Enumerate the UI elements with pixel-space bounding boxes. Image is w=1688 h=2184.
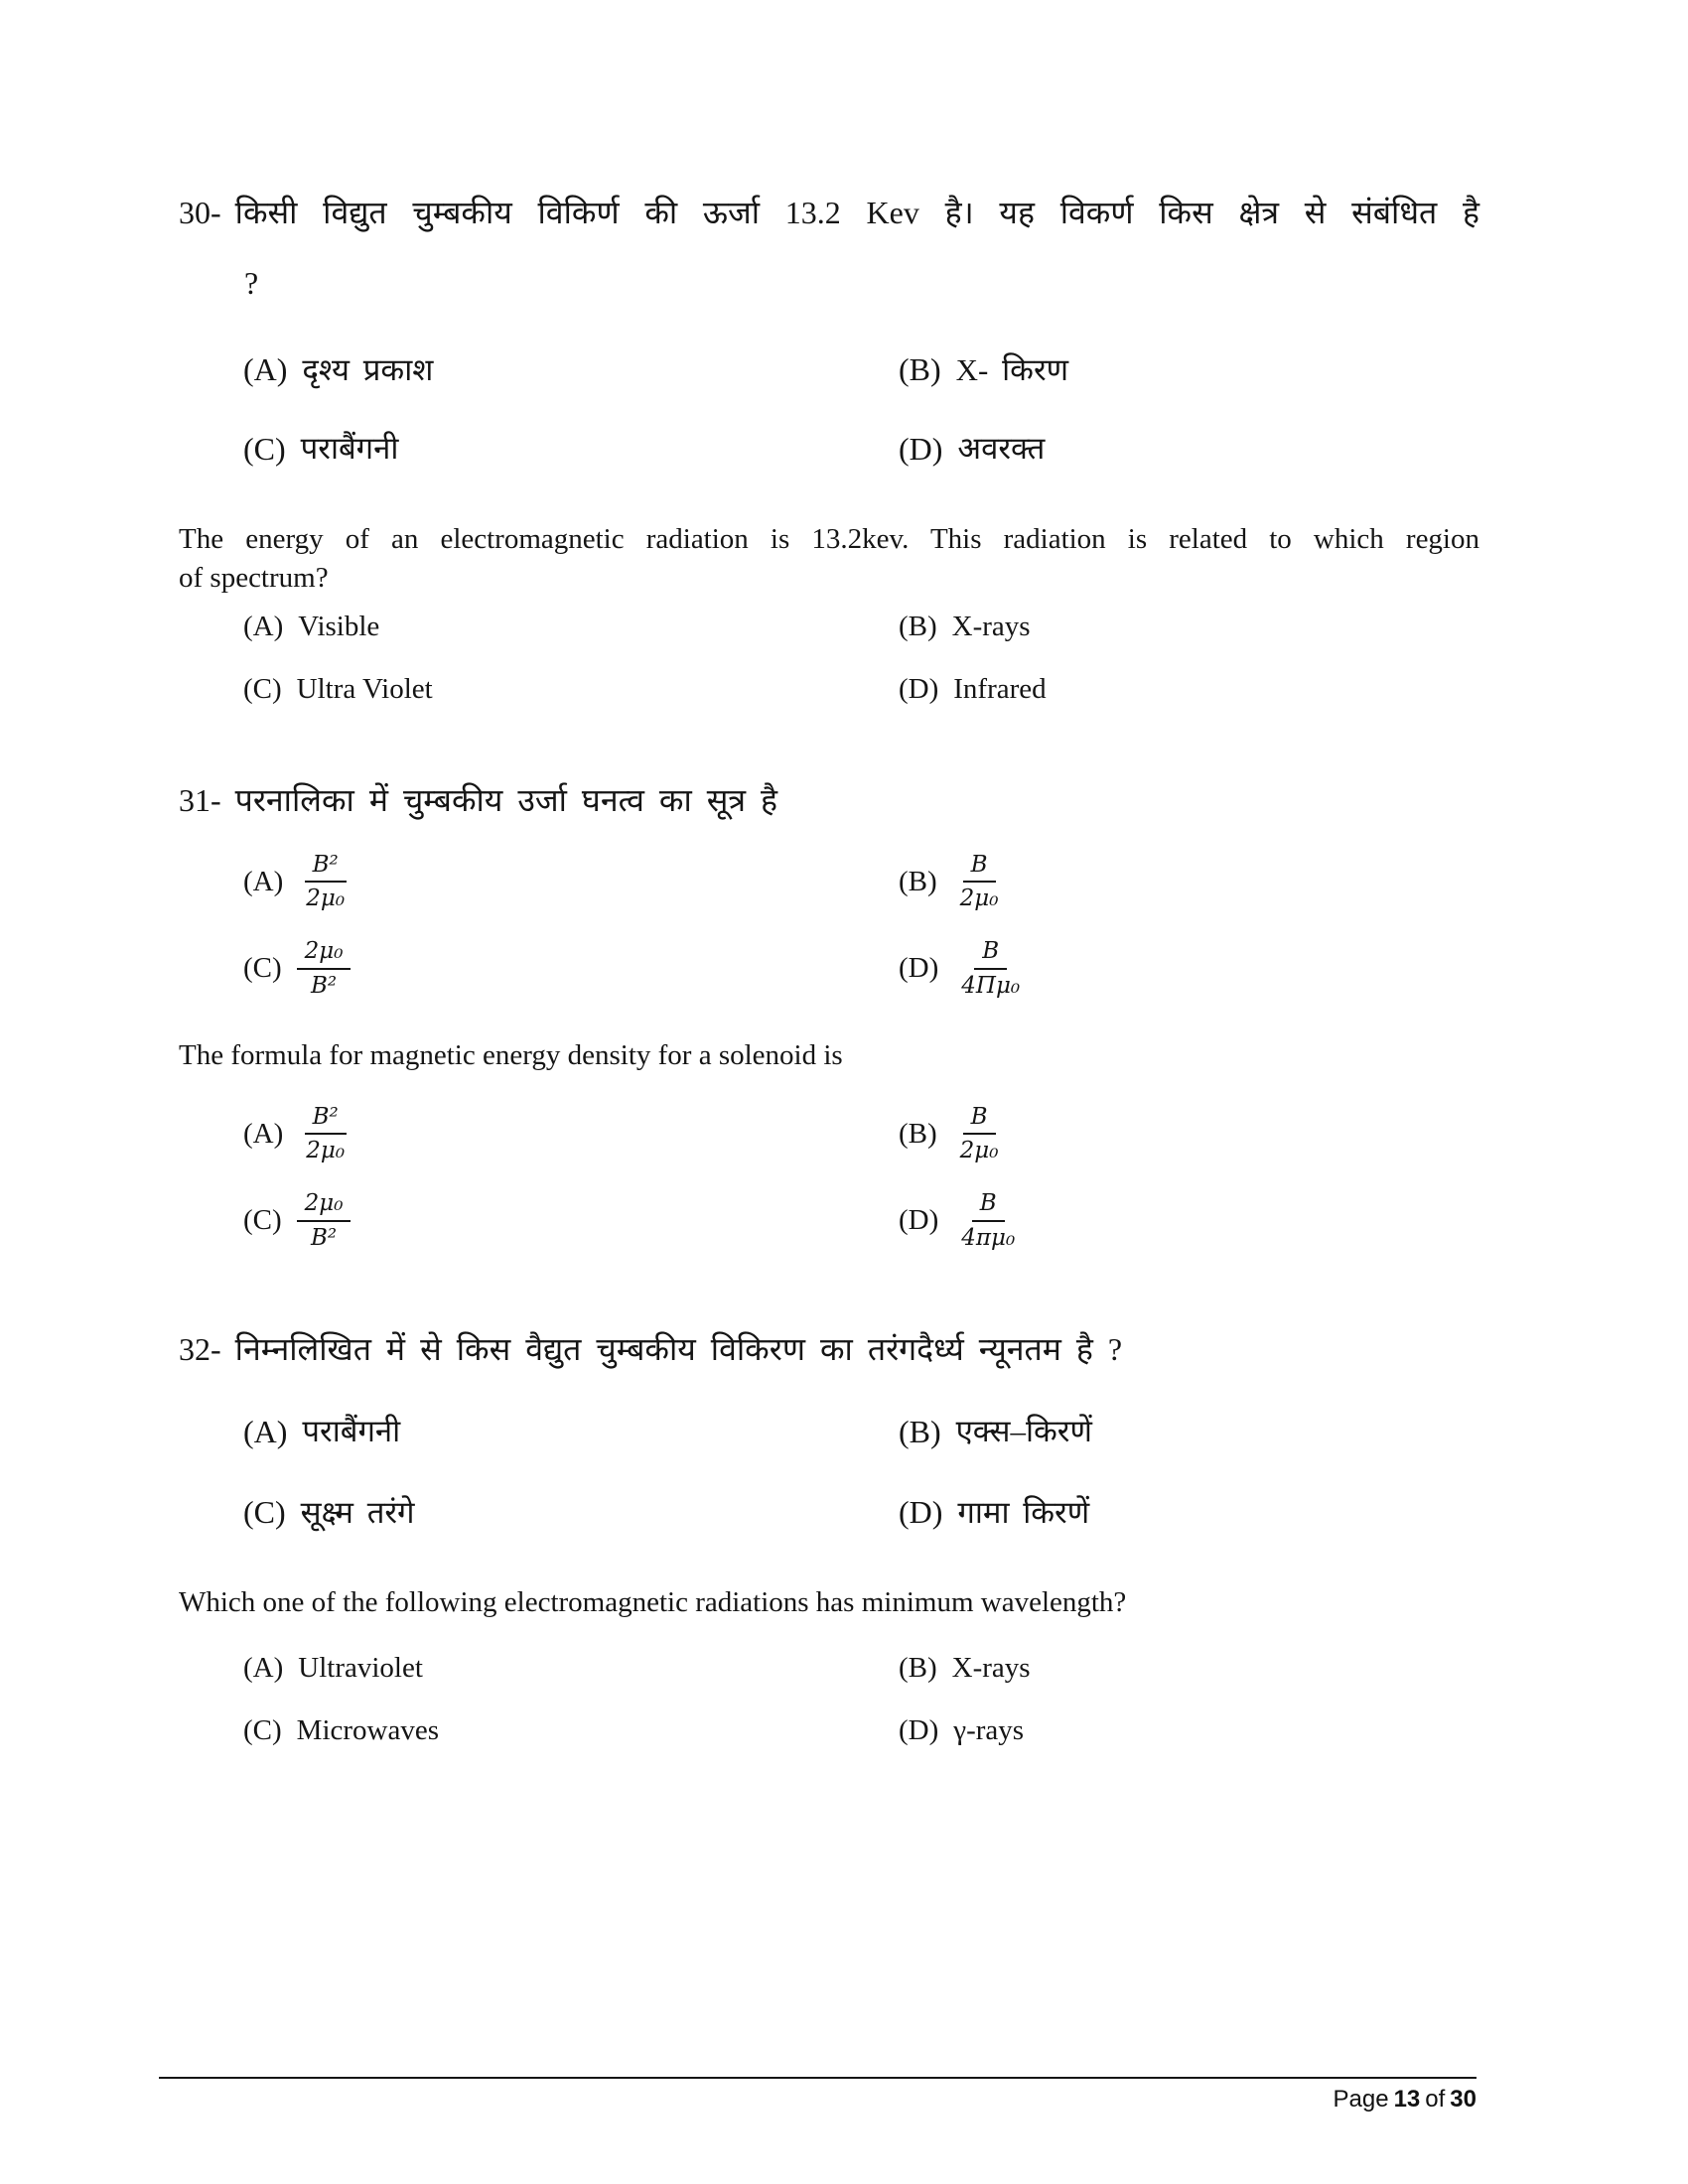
question-30-hindi-line1 — [179, 192, 1479, 234]
option-label: (B) — [899, 1651, 937, 1684]
fraction-denominator: 2μ₀ — [959, 886, 999, 912]
option-d — [899, 1714, 1479, 1747]
option-label: (A) — [243, 865, 284, 897]
option-text: गामा किरणें — [957, 1494, 1090, 1530]
option-b — [899, 1411, 1479, 1453]
option-d — [899, 428, 1479, 471]
option-text: दृश्य प्रकाश — [302, 352, 434, 388]
option-c — [243, 937, 899, 1001]
fraction-denominator: B² — [311, 1224, 338, 1251]
fraction-numerator: 2μ₀ — [297, 1189, 352, 1222]
option-a — [243, 1411, 899, 1453]
option-label: (D) — [899, 1493, 943, 1530]
option-text: सूक्ष्म तरंगे — [300, 1494, 415, 1530]
question-31-number: 31- — [179, 782, 221, 819]
option-label: (C) — [243, 673, 282, 706]
option-label: (C) — [243, 1493, 286, 1530]
fraction — [952, 1103, 1007, 1166]
option-c — [243, 428, 899, 471]
fraction — [953, 937, 1028, 1001]
fraction-denominator: 2μ₀ — [306, 1138, 346, 1164]
question-32-hindi-line — [179, 1328, 1479, 1371]
fraction-numerator: B² — [305, 1103, 347, 1136]
fraction — [297, 1189, 352, 1253]
footer-of-label: of — [1425, 2086, 1446, 2113]
question-31-hindi-line — [179, 779, 1479, 822]
option-b — [899, 1652, 1479, 1685]
option-label: (C) — [243, 1713, 282, 1746]
document-page — [179, 0, 1479, 1747]
footer-page-number: 13 — [1393, 2086, 1421, 2113]
fraction — [953, 1189, 1023, 1253]
fraction-numerator: B — [972, 1189, 1005, 1222]
option-text: X-rays — [951, 611, 1031, 643]
fraction — [952, 851, 1007, 914]
question-32-number: 32- — [179, 1330, 221, 1367]
fraction-denominator: 2μ₀ — [959, 1138, 999, 1164]
question-32-hindi-text: निम्नलिखित में से किस वैद्युत चुम्बकीय विकिरण का तरंगदैर्ध्य न्यूनतम है ? — [234, 1330, 1123, 1367]
option-a — [243, 1103, 899, 1166]
option-c — [243, 1189, 899, 1253]
option-label: (C) — [243, 430, 286, 467]
question-31-english-text: The formula for magnetic energy density for a solenoid is — [179, 1038, 843, 1071]
question-32-options-english — [243, 1652, 1479, 1747]
option-d — [899, 673, 1479, 706]
question-30-options-english — [243, 611, 1479, 706]
fraction-denominator: 4Πμ₀ — [961, 972, 1021, 999]
question-31-hindi-text: परनालिका में चुम्बकीय उर्जा घनत्व का सूत्र है — [234, 782, 778, 819]
question-30-hindi-text: किसी विद्युत चुम्बकीय विकिर्ण की ऊर्जा 13.2 Kev है। यह विकर्ण किस क्षेत्र से संबंधित है — [234, 195, 1479, 230]
option-b — [899, 1103, 1479, 1166]
fraction — [298, 1103, 352, 1166]
question-32-options-hindi — [243, 1411, 1479, 1534]
option-label: (C) — [243, 1204, 282, 1237]
option-c — [243, 1714, 899, 1747]
option-text: अवरक्त — [957, 431, 1046, 467]
question-30-english-line1: The energy of an electromagnetic radiation is 13.2kev. This radiation is related to which region — [179, 522, 1479, 555]
option-text: Ultra Violet — [296, 673, 433, 706]
option-c — [243, 1491, 899, 1534]
fraction-numerator: B² — [305, 851, 347, 884]
option-label: (B) — [899, 1117, 937, 1150]
option-label: (A) — [243, 611, 284, 643]
option-label: (D) — [899, 1713, 939, 1746]
fraction-denominator: 2μ₀ — [306, 886, 346, 912]
option-label: (B) — [899, 351, 941, 388]
option-label: (A) — [243, 1117, 284, 1150]
option-text: Ultraviolet — [298, 1651, 423, 1684]
option-label: (B) — [899, 865, 937, 897]
option-label: (A) — [243, 351, 288, 388]
footer-total-pages: 30 — [1450, 2086, 1477, 2113]
fraction-denominator: B² — [311, 972, 338, 999]
option-text: X-rays — [951, 1651, 1031, 1684]
question-31-options-english — [243, 1103, 1479, 1253]
fraction-numerator: B — [963, 851, 996, 884]
option-label: (A) — [243, 1651, 284, 1684]
question-30-hindi-line2: ? — [244, 265, 259, 302]
option-text: पराबैंगनी — [302, 1414, 401, 1449]
option-d — [899, 1189, 1479, 1253]
option-d — [899, 937, 1479, 1001]
option-b — [899, 611, 1479, 643]
question-30-number: 30- — [179, 195, 221, 230]
option-a — [243, 611, 899, 643]
option-text: γ-rays — [953, 1713, 1025, 1746]
option-a — [243, 851, 899, 914]
option-b — [899, 348, 1479, 391]
option-d — [899, 1491, 1479, 1534]
option-a — [243, 348, 899, 391]
footer-page-label: Page — [1333, 2086, 1389, 2113]
option-label: (B) — [899, 611, 937, 643]
question-31-options-hindi — [243, 851, 1479, 1001]
option-label: (B) — [899, 1413, 941, 1449]
option-label: (D) — [899, 1204, 939, 1237]
option-text: एक्स–किरणें — [955, 1414, 1092, 1449]
option-text: Microwaves — [296, 1713, 440, 1746]
option-text: X- किरण — [955, 352, 1069, 388]
question-31-section — [179, 779, 1479, 1252]
question-30-english-line2: of spectrum? — [179, 561, 329, 594]
option-text: Infrared — [953, 673, 1047, 706]
option-a — [243, 1652, 899, 1685]
fraction — [297, 937, 352, 1001]
fraction-denominator: 4πμ₀ — [961, 1224, 1016, 1251]
fraction-numerator: B — [963, 1103, 996, 1136]
fraction-numerator: 2μ₀ — [297, 937, 352, 970]
fraction-numerator: B — [974, 937, 1007, 970]
option-label: (C) — [243, 952, 282, 985]
option-label: (D) — [899, 430, 943, 467]
option-text: पराबैंगनी — [300, 431, 399, 467]
question-30-options-hindi — [243, 348, 1479, 470]
question-32-section — [179, 1328, 1479, 1747]
fraction — [298, 851, 352, 914]
option-label: (D) — [899, 673, 939, 706]
page-footer — [159, 2077, 1477, 2114]
option-label: (A) — [243, 1413, 288, 1449]
option-b — [899, 851, 1479, 914]
question-32-english-text: Which one of the following electromagnetic radiations has minimum wavelength? — [179, 1586, 1127, 1619]
option-label: (D) — [899, 952, 939, 985]
option-c — [243, 673, 899, 706]
question-30-section — [179, 192, 1479, 706]
option-text: Visible — [298, 611, 380, 643]
